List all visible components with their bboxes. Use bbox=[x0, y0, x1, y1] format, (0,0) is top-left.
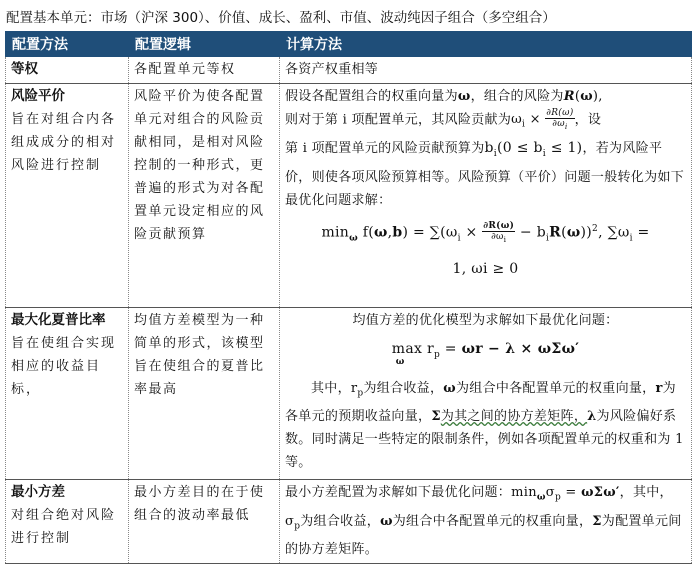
logic-cell: 均值方差模型为一种简单的形式，该模型旨在使组合的夏普比率最高 bbox=[129, 308, 280, 480]
calc-cell: 最小方差配置为求解如下最优化问题：$\min_\omega\sigma_p = \omega\Sigma\omega'$，其中，$\sigma_p$为组合收益，ω为组合中各配置单元的权重向量，Σ为配置单元间的协方差矩阵。 bbox=[280, 480, 692, 564]
risk-parity-formula: $\min_\omega f(\omega,b) = \sum(\omega_i$ × $\frac{\partial R(\omega)}{\partial\omega_i}$ − $b_iR(\omega))^2$, $\sum\omega_i$ = bbox=[321, 220, 650, 244]
calc-body: 其中，$r_p$为组合收益，ω为组合中各配置单元的权重向量，r为各单元的预期收益向量，Σ为其之间的协方差矩阵，λ为风险偏好系数。同时满足一些特定的限制条件，例如各项配置单元的权重和为 1 等。 bbox=[285, 380, 684, 471]
calc-text: 为各单元的预期收益向量， bbox=[285, 380, 676, 425]
method-title: 最大化夏普比率 bbox=[11, 312, 106, 328]
formula-text: max bbox=[391, 341, 423, 357]
table-row bbox=[6, 480, 692, 564]
method-description: 旨在使组合实现相应的收益目标， bbox=[11, 336, 117, 397]
table-row bbox=[6, 57, 692, 84]
calc-text: 则对于第 i 项配置单元，其风险贡献为 bbox=[285, 112, 512, 128]
header-calc: 计算方法 bbox=[280, 32, 692, 57]
method-title: 最小方差 bbox=[11, 484, 65, 500]
logic-cell: 风险平价为使各配置单元对组合的风险贡献相同，是相对风险控制的一种形式，更普遍的形式为对各配置单元设定相应的风险贡献预算 bbox=[129, 84, 280, 308]
formula-text: min bbox=[321, 224, 350, 241]
formula-constraint: 1, ωi ≥ 0 bbox=[452, 261, 519, 278]
partial-fraction: $\frac{\partial R(\omega)}{\partial\omega_i}$ bbox=[483, 220, 515, 244]
allocation-methods-table bbox=[5, 31, 692, 564]
table-caption: 配置基本单元：市场（沪深 300）、价值、成长、盈利、市值、波动纯因子组合（多空组合） bbox=[6, 10, 556, 26]
calc-text: ，若为风险平价，则使各项风险预算相等。风险预算（平价）问题一般转化为如下最优化问题求解： bbox=[285, 141, 685, 208]
calc-text: 为风险偏好系数。同时满足一些特定的限制条件，例如各项配置单元的权重和为 1 等。 bbox=[285, 409, 684, 471]
calc-text: 为组合中各配置单元的权重向量， bbox=[455, 380, 656, 396]
sharpe-formula: max ω $r_p = \omega r - \lambda \times \omega\Sigma\omega'$ bbox=[391, 341, 580, 367]
calc-text: ，组合的风险为 bbox=[470, 89, 564, 104]
calc-cell bbox=[280, 308, 692, 480]
calc-cell: 各资产权重相等 bbox=[280, 57, 692, 84]
calc-text: 为组合收益， bbox=[300, 513, 381, 529]
calc-text: 最小方差配置为求解如下最优化问题： bbox=[285, 485, 512, 500]
method-title: 风险平价 bbox=[11, 88, 65, 104]
method-title: 等权 bbox=[11, 61, 38, 77]
calc-text: 为其之间的协方差矩阵， bbox=[440, 409, 588, 425]
method-cell bbox=[6, 308, 129, 480]
calc-line: 第 i 项配置单元的风险贡献预算为$b_i(0 \le b_i \le 1)$，若为风险平价，则使各项风险预算相等。风险预算（平价）问题一般转化为如下最优化问题求解： bbox=[285, 140, 685, 208]
header-method: 配置方法 bbox=[6, 32, 129, 57]
calc-text: 假设各配置组合的权重向量为 bbox=[285, 89, 458, 104]
table-header-row bbox=[6, 32, 692, 57]
calc-intro: 均值方差的优化模型为求解如下最优化问题： bbox=[352, 313, 619, 328]
method-cell bbox=[6, 480, 129, 564]
calc-text: 为组合收益， bbox=[363, 380, 444, 396]
calc-text: ，其中， bbox=[619, 485, 673, 500]
method-cell bbox=[6, 84, 129, 308]
calc-text: 为配置单元间的协方差矩阵。 bbox=[285, 513, 682, 558]
partial-fraction: $\frac{\partial R(\omega)}{\partial\omega_i}$ bbox=[546, 108, 574, 131]
method-description: 旨在对组合内各组成成分的相对风险进行控制 bbox=[11, 112, 117, 173]
method-cell bbox=[6, 57, 129, 84]
calc-cell bbox=[280, 84, 692, 308]
calc-line: 假设各配置组合的权重向量为ω，组合的风险为R(ω), bbox=[285, 89, 603, 104]
calc-text: 其中， bbox=[311, 380, 351, 396]
header-logic: 配置逻辑 bbox=[129, 32, 280, 57]
method-description: 对组合绝对风险进行控制 bbox=[11, 508, 117, 546]
logic-cell: 各配置单元等权 bbox=[129, 57, 280, 84]
calc-text: ，设 bbox=[574, 112, 602, 128]
calc-line: 则对于第 i 项配置单元，其风险贡献为$\omega_i$ × $\frac{\partial R(\omega)}{\partial\omega_i}$ ，设 bbox=[285, 108, 602, 131]
calc-text: 第 i 项配置单元的风险贡献预算为 bbox=[285, 141, 485, 156]
calc-text: 为组合中各配置单元的权重向量， bbox=[392, 513, 593, 529]
logic-cell: 最小方差目的在于使组合的波动率最低 bbox=[129, 480, 280, 564]
table-row bbox=[6, 84, 692, 308]
table-row bbox=[6, 308, 692, 480]
